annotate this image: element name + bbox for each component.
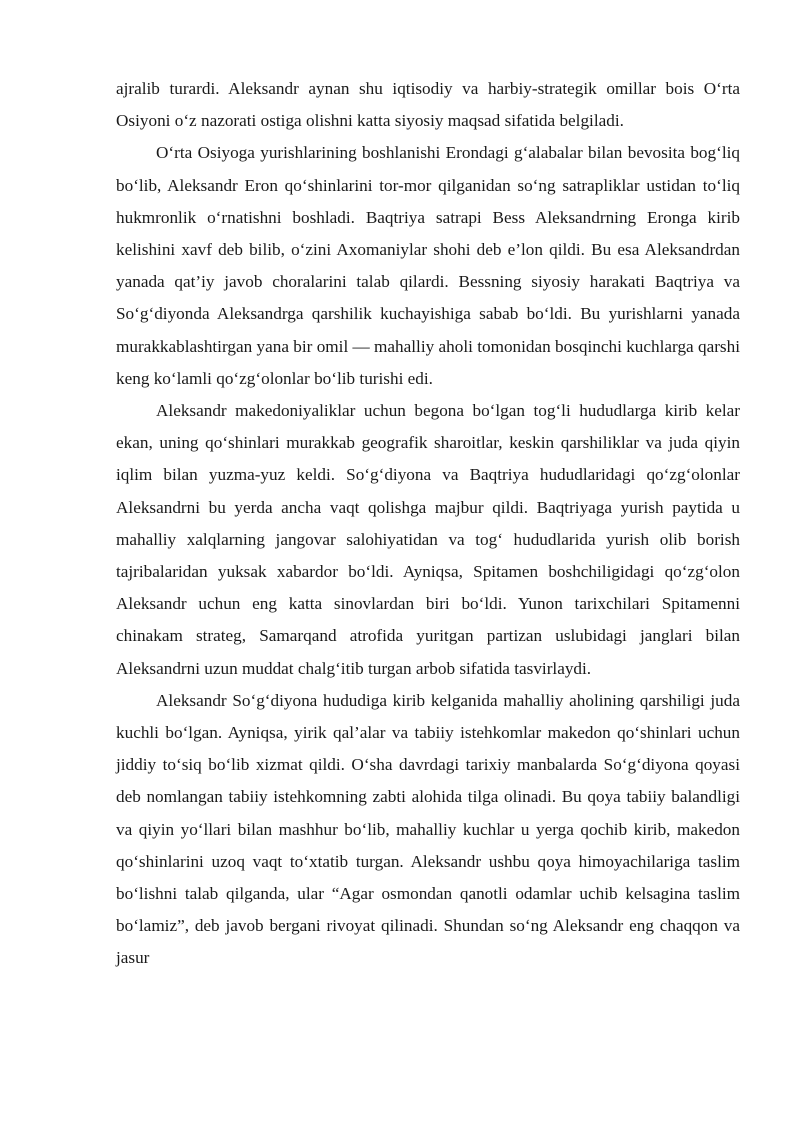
body-text [116, 73, 740, 975]
paragraph-4: Aleksandr So‘g‘diyona hududiga kirib kelganida mahalliy aholining qarshiligi juda kuchli bo‘lgan. Ayniqsa, yirik qal’alar va tabiiy istehkomlar makedon qo‘shinlari uchun jiddiy to‘siq bo‘lib xizmat qildi. O‘sha davrdagi tarixiy manbalarda So‘g‘diyona qoyasi deb nomlangan tabiiy istehkomning zabti alohida tilga olinadi. Bu qoya tabiiy balandligi va qiyin yo‘llari bilan mashhur bo‘lib, mahalliy kuchlar u yerga qochib kirib, makedon qo‘shinlarini uzoq vaqt to‘xtatib turgan. Aleksandr ushbu qoya himoyachilariga taslim bo‘lishni talab qilganda, ular “Agar osmondan qanotli odamlar uchib kelsagina taslim bo‘lamiz”, deb javob bergani rivoyat qilinadi. Shundan so‘ng Aleksandr eng chaqqon va jasur [116, 690, 740, 968]
paragraph-1: ajralib turardi. Aleksandr aynan shu iqtisodiy va harbiy-strategik omillar bois O‘rta Osiyoni o‘z nazorati ostiga olishni katta siyosiy maqsad sifatida belgiladi. [116, 79, 740, 131]
paragraph-2: O‘rta Osiyoga yurishlarining boshlanishi Erondagi g‘alabalar bilan bevosita bog‘liq bo‘lib, Aleksandr Eron qo‘shinlarini tor-mor qilganidan so‘ng satrapliklar ustidan to‘liq hukmronlik o‘rnatishni boshladi. Baqtriya satrapi Bess Aleksandrning Eronga kirib kelishini xavf deb bilib, o‘zini Axomaniylar shohi deb e’lon qildi. Bu esa Aleksandrdan yanada qat’iy javob choralarini talab qilardi. Bessning siyosiy harakati Baqtriya va So‘g‘diyonda Aleksandrga qarshilik kuchayishiga sabab bo‘ldi. Bu yurishlarni yanada murakkablashtirgan yana bir omil — mahalliy aholi tomonidan bosqinchi kuchlarga qarshi keng ko‘lamli qo‘zg‘olonlar bo‘lib turishi edi. [116, 143, 740, 388]
paragraph-3: Aleksandr makedoniyaliklar uchun begona bo‘lgan tog‘li hududlarga kirib kelar ekan, uning qo‘shinlari murakkab geografik sharoitlar, keskin qarshiliklar va juda qiyin iqlim bilan yuzma-yuz keldi. So‘g‘diyona va Baqtriya hududlaridagi qo‘zg‘olonlar Aleksandrni bu yerda ancha vaqt qolishga majbur qildi. Baqtriyaga yurish paytida u mahalliy xalqlarning jangovar salohiyatidan va tog‘ hududlarida yurish olib borish tajribalaridan yuksak xabardor bo‘ldi. Ayniqsa, Spitamen boshchiligidagi qo‘zg‘olon Aleksandr uchun eng katta sinovlardan biri bo‘ldi. Yunon tarixchilari Spitamenni chinakam strateg, Samarqand atrofida yuritgan partizan uslubidagi janglari bilan Aleksandrni uzun muddat chalg‘itib turgan arbob sifatida tasvirlaydi. [116, 401, 740, 678]
